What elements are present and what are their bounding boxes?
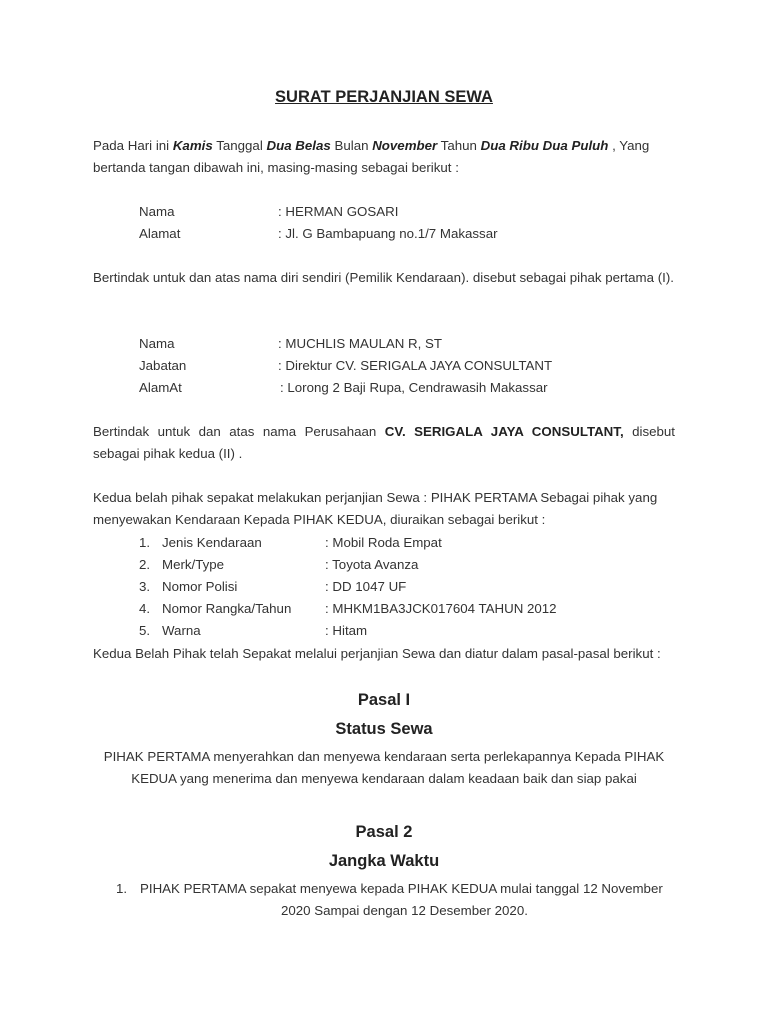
intro-text: Pada Hari ini (93, 138, 173, 153)
vehicle-item-value: : Mobil Roda Empat (325, 535, 442, 550)
party1-address-value: : Jl. G Bambapuang no.1/7 Makassar (278, 226, 498, 241)
party2-address-label: AlamAt (139, 380, 182, 395)
agreement-outro: Kedua Belah Pihak telah Sepakat melalui perjanjian Sewa dan diatur dalam pasal-pasal berikut : (93, 646, 661, 661)
party2-role-text: disebut sebagai pihak kedua (II) . (93, 424, 675, 461)
party1-name-label: Nama (139, 204, 175, 219)
vehicle-item-value: : DD 1047 UF (325, 579, 407, 594)
agreement-intro: Kedua belah pihak sepakat melakukan perjanjian Sewa : PIHAK PERTAMA Sebagai pihak yang menyewakan Kendaraan Kepada PIHAK KEDUA, diuraikan sebagai berikut : (93, 490, 658, 527)
party1-name-value: : HERMAN GOSARI (278, 204, 399, 219)
vehicle-item-number: 5. (139, 623, 151, 638)
intro-paragraph (93, 135, 675, 179)
party1-role: Bertindak untuk dan atas nama diri sendiri (Pemilik Kendaraan). disebut sebagai pihak pertama (I). (93, 270, 674, 285)
vehicle-item-number: 2. (139, 557, 151, 572)
pasal2-title: Jangka Waktu (328, 852, 440, 870)
vehicle-item-value: : MHKM1BA3JCK017604 TAHUN 2012 (325, 601, 557, 616)
vehicle-item-label: Merk/Type (162, 557, 225, 572)
intro-text: Tahun (437, 138, 481, 153)
party2-name-label: Nama (139, 336, 175, 351)
pasal2-number: Pasal 2 (355, 823, 413, 841)
vehicle-item-number: 4. (139, 601, 151, 616)
party2-role-text: Bertindak untuk dan atas nama Perusahaan (93, 424, 385, 439)
intro-day: Kamis (172, 138, 213, 153)
vehicle-item-label: Nomor Rangka/Tahun (162, 601, 292, 616)
pasal1-title: Status Sewa (335, 720, 433, 738)
pasal1-line: KEDUA yang menerima dan menyewa kendaraan dalam keadaan baik dan siap pakai (131, 771, 637, 786)
pasal1-number: Pasal I (357, 691, 411, 709)
pasal1-line: PIHAK PERTAMA menyerahkan dan menyewa kendaraan serta perlekapannya Kepada PIHAK (103, 749, 665, 764)
party2-role (93, 421, 675, 465)
vehicle-item-label: Jenis Kendaraan (162, 535, 262, 550)
vehicle-item-value: : Toyota Avanza (325, 557, 419, 572)
pasal2-item-number: 1. (116, 881, 128, 896)
party2-position-value: : Direktur CV. SERIGALA JAYA CONSULTANT (278, 358, 553, 373)
pasal2-item-line: 2020 Sampai dengan 12 Desember 2020. (281, 903, 528, 918)
vehicle-item-label: Nomor Polisi (162, 579, 238, 594)
pasal2-item-line: PIHAK PERTAMA sepakat menyewa kepada PIHAK KEDUA mulai tanggal 12 November (140, 881, 663, 896)
vehicle-item-number: 1. (139, 535, 151, 550)
party2-name-value: : MUCHLIS MAULAN R, ST (278, 336, 443, 351)
intro-date: Dua Belas (266, 138, 331, 153)
party2-company: CV. SERIGALA JAYA CONSULTANT, (384, 424, 624, 439)
document-title: SURAT PERJANJIAN SEWA (275, 88, 493, 106)
vehicle-item-label: Warna (162, 623, 201, 638)
party2-position-label: Jabatan (139, 358, 187, 373)
intro-text: , Yang bertanda tangan dibawah ini, masing-masing sebagai berikut : (93, 138, 650, 175)
intro-text: Bulan (330, 138, 373, 153)
party1-address-label: Alamat (139, 226, 181, 241)
intro-text: Tanggal (212, 138, 267, 153)
intro-year: Dua Ribu Dua Puluh (480, 138, 609, 153)
party2-address-value: : Lorong 2 Baji Rupa, Cendrawasih Makassar (280, 380, 548, 395)
vehicle-item-number: 3. (139, 579, 151, 594)
vehicle-item-value: : Hitam (325, 623, 368, 638)
intro-month: November (372, 138, 438, 153)
